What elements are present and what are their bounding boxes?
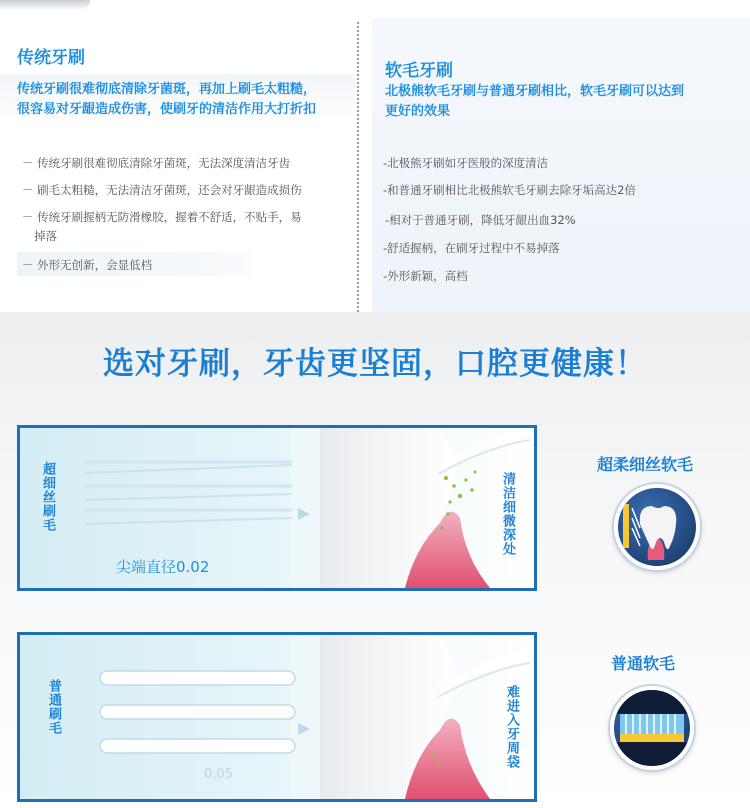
- soft-point-3: -相对于普通牙刷，降低牙龈出血32%: [385, 213, 576, 227]
- soft-subtitle-line-1: 北极熊软毛牙刷与普通牙刷相比，软毛牙刷可以达到: [385, 84, 685, 99]
- normal-bristle-panel: [17, 632, 537, 802]
- soft-brush-column: [372, 18, 750, 312]
- soft-title: 软毛牙刷: [385, 61, 453, 81]
- bristle-diameter-caption: 0.05: [204, 767, 233, 782]
- normal-bristle-brush-icon: [610, 686, 694, 770]
- traditional-point-4: － 外形无创新，会显低档: [22, 258, 153, 272]
- normal-bristle-label: 普通刷毛: [46, 679, 61, 735]
- tip-diameter-caption: 尖端直径0.02: [116, 558, 210, 576]
- traditional-subtitle-line-1: 传统牙刷很难彻底清除牙菌斑，再加上刷毛太粗糙，: [17, 82, 317, 97]
- hard-to-reach-label: 难进入牙周袋: [504, 685, 519, 769]
- soft-point-5: -外形新颖，高档: [383, 269, 468, 283]
- soft-point-4: -舒适握柄，在刷牙过程中不易掉落: [383, 241, 560, 255]
- traditional-title: 传统牙刷: [17, 48, 85, 68]
- fine-bristle-tooth-icon: [614, 484, 700, 570]
- fine-bristle-illustration: [20, 428, 534, 588]
- fine-bristle-label: 超细丝刷毛: [40, 462, 55, 532]
- traditional-point-2: － 刷毛太粗糙，无法清洁牙菌斑，还会对牙龈造成损伤: [22, 183, 302, 197]
- traditional-point-3: － 传统牙刷握柄无防滑橡胶，握着不舒适，不贴手，易: [22, 210, 302, 224]
- traditional-subtitle-line-2: 很容易对牙龈造成伤害，使刷牙的清洁作用大打折扣: [17, 102, 317, 117]
- fine-bristle-panel: [17, 425, 537, 591]
- comparison-section: [0, 0, 750, 312]
- soft-subtitle-line-2: 更好的效果: [385, 104, 451, 119]
- ultra-soft-label: 超柔细丝软毛: [597, 455, 694, 474]
- soft-point-2: -和普通牙刷相比北极熊软毛牙刷去除牙垢高达2倍: [383, 183, 636, 197]
- traditional-point-1: － 传统牙刷很难彻底清除牙菌斑，无法深度清洁牙齿: [22, 156, 291, 170]
- deep-clean-label: 清洁细微深处: [500, 472, 515, 556]
- traditional-brush-column: [0, 0, 356, 312]
- slogan-heading: 选对牙刷，牙齿更坚固，口腔更健康！: [103, 346, 647, 382]
- traditional-point-3-cont: 掉落: [34, 229, 57, 243]
- column-divider: [357, 22, 359, 312]
- normal-soft-label: 普通软毛: [611, 654, 676, 673]
- normal-bristle-illustration: [20, 635, 534, 799]
- soft-point-1: -北极熊牙刷如牙医般的深度清洁: [383, 156, 549, 170]
